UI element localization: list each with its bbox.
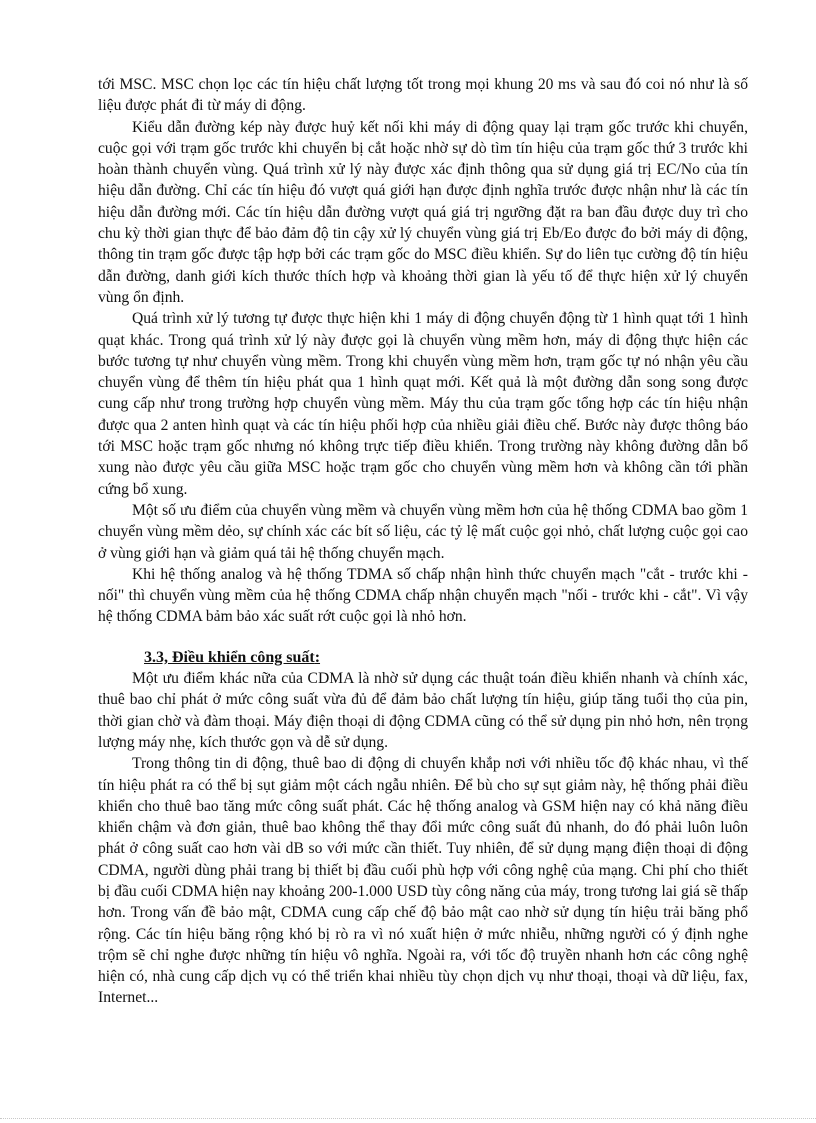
paragraph-mobile-power-and-security: Trong thông tin di động, thuê bao di động di chuyển khắp nơi với nhiều tốc độ khác nhau, vì thế tín hiệu phát ra có thể bị sụt giảm một cách ngẫu nhiên. Để bù cho sự sụt giảm này, hệ thống phải điều khiển cho thuê bao tăng mức công suất phát. Các hệ thống analog và GSM hiện nay có khả năng điều khiển chậm và đơn giản, thuê bao không thể thay đổi mức công suất đủ nhanh, do đó phải luôn luôn phát ở công suất cao hơn vài dB so với mức cần thiết. Tuy nhiên, để sử dụng mạng điện thoại di động CDMA, người dùng phải trang bị thiết bị đầu cuối phù hợp với công nghệ của mạng. Chi phí cho thiết bị đầu cuối CDMA hiện nay khoảng 200-1.000 USD tùy công năng của máy, trong tương lai giá sẽ thấp hơn. Trong vấn đề bảo mật, CDMA cung cấp chế độ bảo mật cao nhờ sử dụng tín hiệu trải băng phổ rộng. Các tín hiệu băng rộng khó bị rò ra vì nó xuất hiện ở mức nhiễu, những người có ý định nghe trộm sẽ chỉ nghe được những tín hiệu vô nghĩa. Ngoài ra, với tốc độ truyền nhanh hơn các công nghệ hiện có, nhà cung cấp dịch vụ có thể triển khai nhiều tùy chọn dịch vụ như thoại, thoại và dữ liệu, fax, Internet... <box>98 755 748 1007</box>
paragraph-continuation: tới MSC. MSC chọn lọc các tín hiệu chất lượng tốt trong mọi khung 20 ms và sau đó coi nó như là số liệu được phát đi từ máy di động. <box>98 76 748 115</box>
paragraph-dual-path-handoff: Kiểu dẫn đường kép này được huỷ kết nối khi máy di động quay lại trạm gốc trước khi chuyển, cuộc gọi với trạm gốc trước khi chuyển bị cắt hoặc nhờ sự dò tìm tín hiệu của trạm gốc thứ 3 trước khi hoàn thành chuyển vùng. Quá trình xử lý này được xác định thông qua sử dụng giá trị EC/No của tín hiệu dẫn đường. Chỉ các tín hiệu đó vượt quá giới hạn được định nghĩa trước được nhận như là các tín hiệu dẫn đường mới. Các tín hiệu dẫn đường vượt quá giá trị ngưỡng đặt ra ban đầu được duy trì cho chu kỳ thời gian thực để bảo đảm độ tin cậy xử lý chuyển vùng giá trị Eb/Eo được đo bởi máy di động, thông tin trạm gốc được tập hợp bởi các trạm gốc do MSC điều khiển. Sự do liên tục cường độ tín hiệu dẫn đường, danh giới kích thước thích hợp và khoảng thời gian là yếu tố để thực hiện xử lý chuyển vùng ổn định. <box>98 118 748 306</box>
paragraph-soft-handoff-advantages: Một số ưu điểm của chuyển vùng mềm và chuyển vùng mềm hơn của hệ thống CDMA bao gồm 1 chuyển vùng mềm dẻo, sự chính xác các bít số liệu, các tỷ lệ mất cuộc gọi nhỏ, chất lượng cuộc gọi cao ở vùng giới hạn và giảm quá tải hệ thống chuyển mạch. <box>98 501 748 562</box>
section-heading-power-control: 3.3, Điều khiển công suất: <box>144 648 321 666</box>
paragraph-power-control-advantage: Một ưu điểm khác nữa của CDMA là nhờ sử dụng các thuật toán điều khiển nhanh và chính xác, thuê bao chỉ phát ở mức công suất vừa đủ để đảm bảo chất lượng tín hiệu, giúp tăng tuổi thọ của pin, thời gian chờ và đàm thoại. Máy điện thoại di động CDMA cũng có thể sử dụng pin nhỏ hơn, nên trọng lượng máy nhẹ, kích thước gọn và dễ sử dụng. <box>98 670 748 751</box>
document-page <box>98 74 748 1009</box>
page-bottom-rule <box>0 1118 816 1119</box>
paragraph-softer-handoff: Quá trình xử lý tương tự được thực hiện khi 1 máy di động chuyển động từ 1 hình quạt tới 1 hình quạt khác. Trong quá trình xử lý này được gọi là chuyển vùng mềm hơn, máy di động thực hiện các bước tương tự như chuyển vùng mềm. Trong khi chuyển vùng mềm hơn, trạm gốc tự nó nhận yêu cầu chuyển vùng để thêm tín hiệu phát qua 1 hình quạt mới. Kết quả là một đường dẫn song song được cung cấp như trong trường hợp chuyển vùng mềm. Máy thu của trạm gốc tổng hợp các tín hiệu nhận được qua 2 anten hình quạt và các tín hiệu phối hợp của nhiều giải điều chế. Bước này được thông báo tới MSC hoặc trạm gốc nhưng nó không trực tiếp điều khiển. Trong trường này không đường dẫn bổ xung nào được yêu cầu giữa MSC hoặc trạm gốc cho chuyển vùng mềm hơn và không cần tới phần cứng bổ xung. <box>98 310 748 498</box>
paragraph-make-before-break: Khi hệ thống analog và hệ thống TDMA số chấp nhận hình thức chuyển mạch "cắt - trước khi - nối" thì chuyển vùng mềm của hệ thống CDMA chấp nhận chuyển mạch "nối - trước khi - cắt". Vì vậy hệ thống CDMA bảm bảo xác suất rớt cuộc gọi là nhỏ hơn. <box>98 565 748 626</box>
